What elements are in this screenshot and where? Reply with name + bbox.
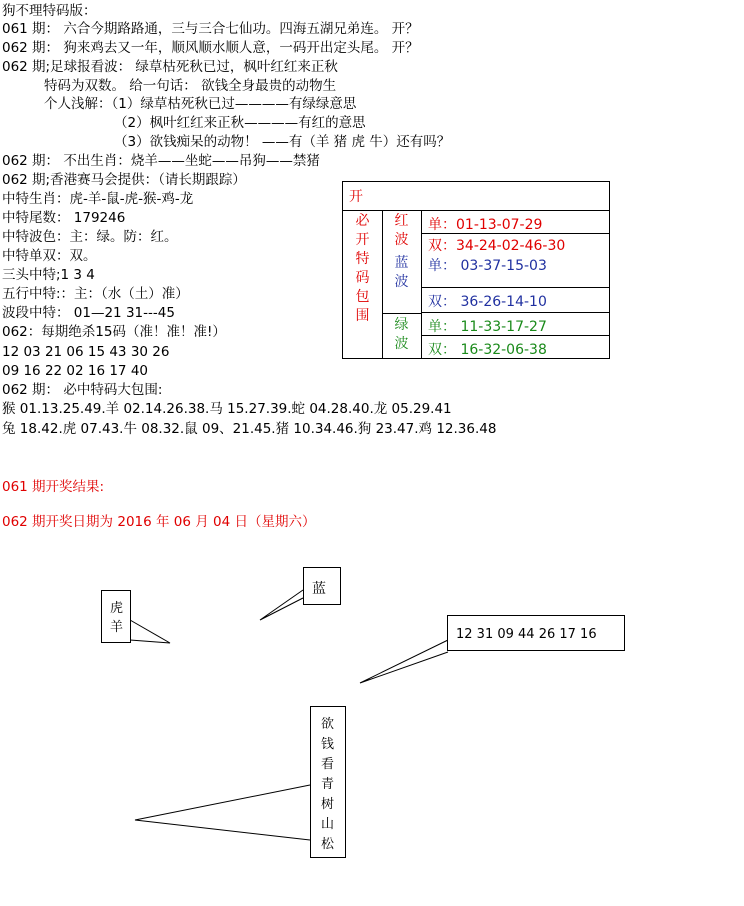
color-callout: 蓝: [303, 567, 341, 605]
text-line: 061 期： 六合今期路路通，三与三合七仙功。四海五湖兄弟连。 开？: [2, 21, 419, 37]
blue-single: 单： 03-37-15-03: [428, 258, 547, 274]
blue-double: 双： 36-26-14-10: [422, 287, 609, 313]
vertical-title: 必 开 特 码 包 围: [343, 210, 383, 358]
zodiac-callout: 虎 羊: [101, 590, 131, 643]
text-line: （2）枫叶红红来正秋————有红的意思: [114, 115, 366, 131]
text-line: 中特生肖：虎-羊-鼠-虎-猴-鸡-龙: [2, 191, 194, 207]
green-single: 单： 11-33-17-27: [422, 312, 609, 336]
result-title: 061 期开奖结果:: [2, 479, 105, 495]
text-line: 五行中特:：主：（水（土）准）: [2, 286, 189, 302]
text-line: 062 期;足球报看波： 绿草枯死秋已过，枫叶红红来正秋: [2, 59, 338, 75]
text-line: 062 期： 狗来鸡去又一年，顺风顺水顺人意，一码开出定头尾。 开？: [2, 40, 419, 56]
text-line: 三头中特;1 3 4: [2, 267, 95, 283]
text-line: 062 期： 必中特码大包围:: [2, 382, 163, 398]
text-line: 12 03 21 06 15 43 30 26: [2, 344, 170, 360]
text-line: 兔 18.42.虎 07.43.牛 08.32.鼠 09、21.45.猪 10.34.46.狗 23.47.鸡 12.36.48: [2, 421, 497, 437]
draw-date: 062 期开奖日期为 2016 年 06 月 04 日（星期六）: [2, 514, 316, 530]
text-line: 中特单双：双。: [2, 248, 97, 264]
text-line: （3）欲钱痴呆的动物！ ——有（羊 猪 虎 牛）还有吗？: [114, 134, 451, 150]
text-line: 062 期： 不出生肖：烧羊——坐蛇——吊狗——禁猪: [2, 153, 320, 169]
text-line: 波段中特： 01—21 31---45: [2, 305, 175, 321]
green-label: 绿 波: [382, 313, 422, 359]
text-line: 062：每期绝杀15码（准！准！准!）: [2, 324, 226, 340]
red-single: 单：01-13-07-29: [422, 210, 609, 234]
red-double: 双：34-24-02-46-30: [422, 233, 609, 255]
riddle-callout: 欲 钱 看 青 树 山 松: [310, 706, 346, 858]
text-line: 中特尾数： 179246: [2, 210, 126, 226]
text-line: 062 期;香港赛马会提供：（请长期跟踪）: [2, 172, 246, 188]
numbers-callout: 12 31 09 44 26 17 16: [447, 615, 625, 651]
text-line: 特码为双数。 给一句话： 欲钱全身最贵的动物生: [44, 78, 337, 94]
page-title: 狗不理特码版：: [2, 3, 97, 19]
green-double: 双： 16-32-06-38: [422, 335, 609, 359]
red-blue-label: 红 波 蓝 波: [382, 210, 422, 314]
text-line: 中特波色：主：绿。防：红。: [2, 229, 178, 245]
text-line: 猴 01.13.25.49.羊 02.14.26.38.马 15.27.39.蛇 04.28.40.龙 05.29.41: [2, 401, 452, 417]
box-header: 开: [343, 182, 609, 211]
text-line: 09 16 22 02 16 17 40: [2, 363, 148, 379]
text-line: 个人浅解：（1）绿草枯死秋已过————有绿绿意思: [44, 96, 357, 112]
